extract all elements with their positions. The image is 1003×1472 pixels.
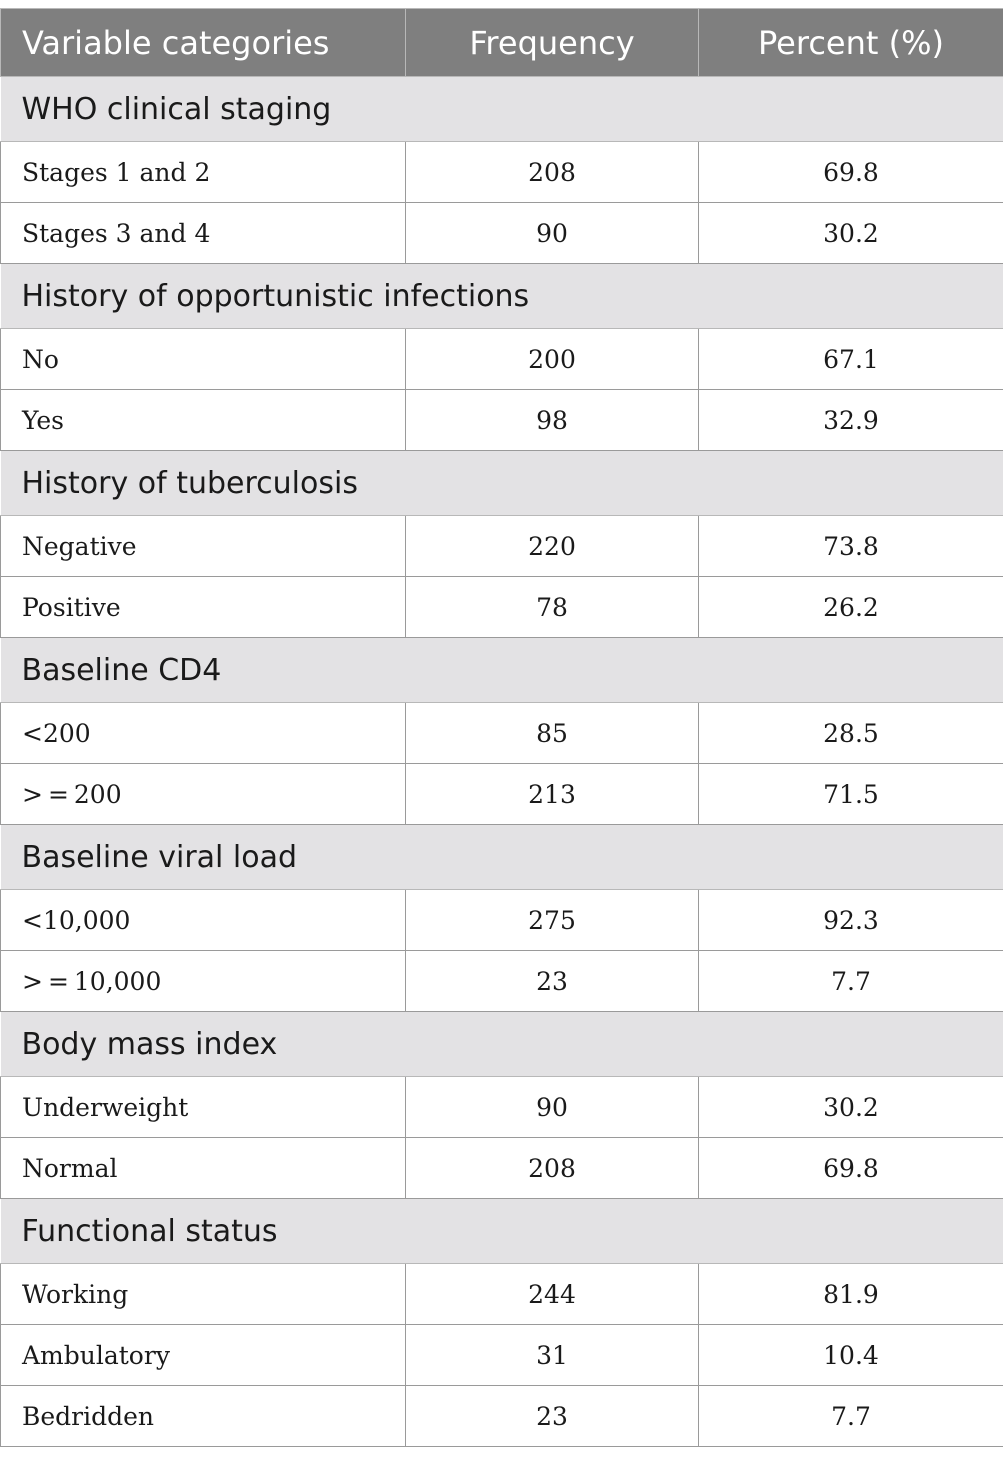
table-body [1, 77, 1003, 1447]
table-row [1, 951, 1003, 1012]
section-title: Body mass index [1, 1012, 1003, 1077]
header-variable-categories: Variable categories [1, 9, 406, 77]
table-row [1, 142, 1003, 203]
table-row [1, 1138, 1003, 1199]
section-row [1, 264, 1003, 329]
row-frequency: 98 [406, 390, 699, 451]
row-percent: 92.3 [699, 890, 1003, 951]
row-frequency: 208 [406, 1138, 699, 1199]
section-title: History of opportunistic infections [1, 264, 1003, 329]
row-frequency: 220 [406, 516, 699, 577]
section-row [1, 77, 1003, 142]
row-percent: 7.7 [699, 1386, 1003, 1447]
row-percent: 67.1 [699, 329, 1003, 390]
row-label: Normal [1, 1138, 406, 1199]
table-row [1, 1264, 1003, 1325]
table-row [1, 764, 1003, 825]
table-row [1, 1325, 1003, 1386]
table-container [0, 8, 1003, 1447]
row-percent: 28.5 [699, 703, 1003, 764]
row-percent: 69.8 [699, 142, 1003, 203]
header-frequency: Frequency [406, 9, 699, 77]
table-row [1, 516, 1003, 577]
row-label: <200 [1, 703, 406, 764]
row-percent: 71.5 [699, 764, 1003, 825]
table-row [1, 1077, 1003, 1138]
row-percent: 69.8 [699, 1138, 1003, 1199]
row-label: Ambulatory [1, 1325, 406, 1386]
table-row [1, 329, 1003, 390]
row-percent: 30.2 [699, 203, 1003, 264]
row-frequency: 90 [406, 203, 699, 264]
row-percent: 81.9 [699, 1264, 1003, 1325]
row-frequency: 23 [406, 951, 699, 1012]
section-row [1, 1199, 1003, 1264]
row-percent: 32.9 [699, 390, 1003, 451]
section-row [1, 638, 1003, 703]
row-frequency: 213 [406, 764, 699, 825]
header-row [1, 9, 1003, 77]
row-label: Bedridden [1, 1386, 406, 1447]
row-percent: 10.4 [699, 1325, 1003, 1386]
row-frequency: 244 [406, 1264, 699, 1325]
section-row [1, 825, 1003, 890]
row-percent: 26.2 [699, 577, 1003, 638]
section-title: WHO clinical staging [1, 77, 1003, 142]
table-row [1, 1386, 1003, 1447]
table-row [1, 703, 1003, 764]
row-label: No [1, 329, 406, 390]
data-table [0, 8, 1003, 1447]
row-label: <10,000 [1, 890, 406, 951]
row-label: Positive [1, 577, 406, 638]
table-row [1, 203, 1003, 264]
row-percent: 73.8 [699, 516, 1003, 577]
row-frequency: 78 [406, 577, 699, 638]
row-frequency: 90 [406, 1077, 699, 1138]
row-label: Stages 3 and 4 [1, 203, 406, 264]
section-row [1, 1012, 1003, 1077]
row-percent: 30.2 [699, 1077, 1003, 1138]
row-label: Negative [1, 516, 406, 577]
section-title: History of tuberculosis [1, 451, 1003, 516]
row-label: Underweight [1, 1077, 406, 1138]
row-frequency: 23 [406, 1386, 699, 1447]
row-label: Stages 1 and 2 [1, 142, 406, 203]
row-frequency: 200 [406, 329, 699, 390]
table-row [1, 577, 1003, 638]
section-title: Functional status [1, 1199, 1003, 1264]
row-percent: 7.7 [699, 951, 1003, 1012]
row-label: > = 10,000 [1, 951, 406, 1012]
section-row [1, 451, 1003, 516]
row-frequency: 31 [406, 1325, 699, 1386]
row-frequency: 275 [406, 890, 699, 951]
section-title: Baseline viral load [1, 825, 1003, 890]
row-label: Working [1, 1264, 406, 1325]
section-title: Baseline CD4 [1, 638, 1003, 703]
row-label: > = 200 [1, 764, 406, 825]
table-row [1, 390, 1003, 451]
row-frequency: 85 [406, 703, 699, 764]
row-frequency: 208 [406, 142, 699, 203]
row-label: Yes [1, 390, 406, 451]
table-row [1, 890, 1003, 951]
header-percent: Percent (%) [699, 9, 1003, 77]
